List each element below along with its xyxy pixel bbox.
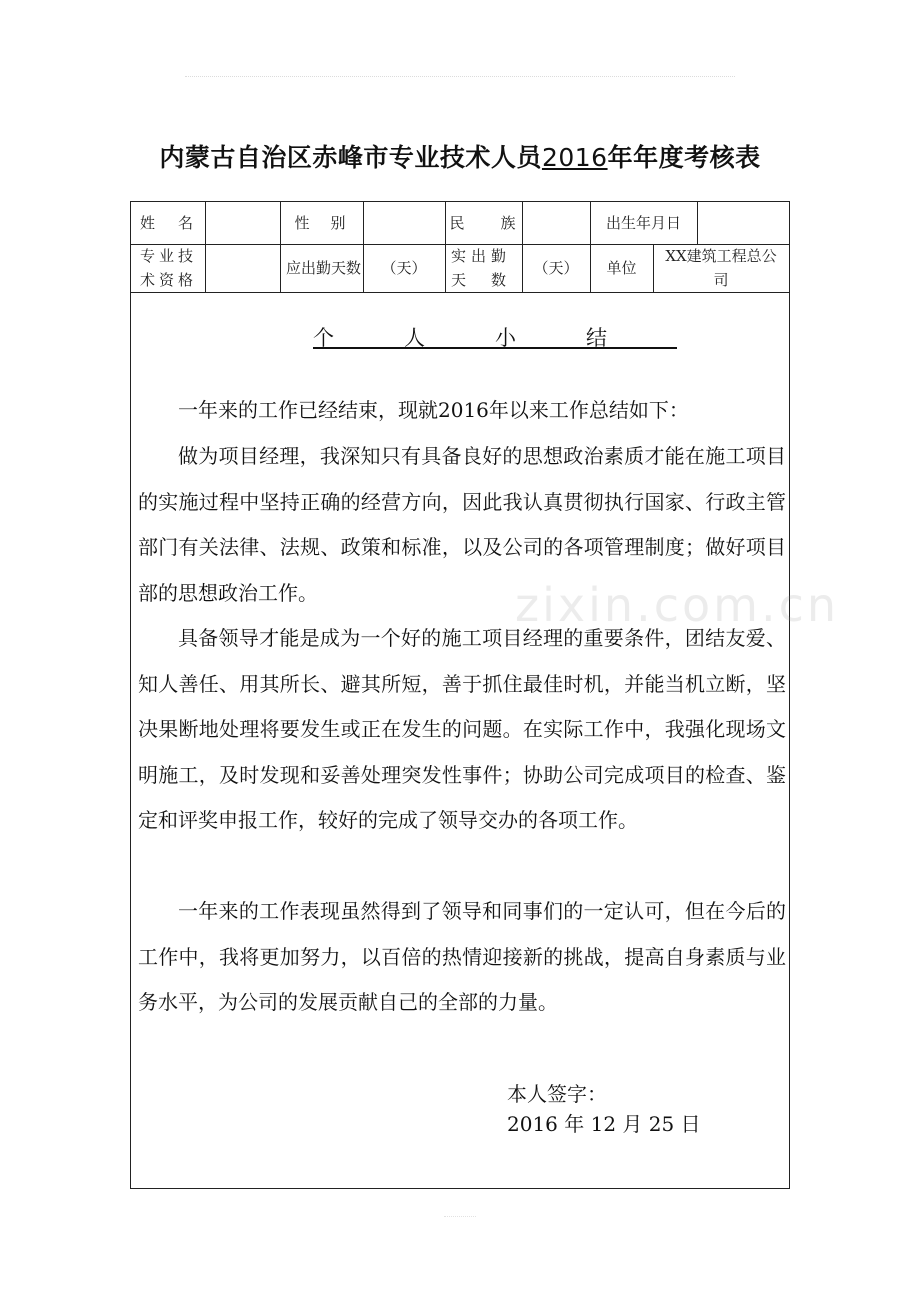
title-prefix: 内蒙古自治区赤峰市专业技术人员 — [159, 143, 542, 172]
name-label: 姓 名 — [139, 214, 197, 232]
summary-paragraph-2: 做为项目经理，我深知只有具备良好的思想政治素质才能在施工项目的实施过程中坚持正确的经营方向，因此我认真贯彻执行国家、行政主管部门有关法律、法规、政策和标准，以及公司的各项管理制度；做好项目部的思想政治工作。 — [138, 444, 786, 605]
title-suffix: 年年度考核表 — [607, 143, 761, 172]
summary-heading: 个人小结 — [313, 326, 677, 350]
watermark-text: zixin.com.cn — [515, 578, 840, 632]
gender-label: 性 别 — [294, 214, 349, 232]
summary-paragraph-3: 具备领导才能是成为一个好的施工项目经理的重要条件，团结友爱、知人善任、用其所长、避其所短，善于抓住最佳时机，并能当机立断，坚决果断地处理将要发生或正在发生的问题。在实际工作中，我强化现场文明施工，及时发现和妥善处理突发性事件；协助公司完成项目的检查、鉴定和评奖申报工作，较好的完成了领导交办的各项工作。 — [138, 626, 786, 832]
page-title — [0, 138, 920, 174]
summary-paragraph-4: 一年来的工作表现虽然得到了领导和同事们的一定认可，但在今后的工作中，我将更加努力，以百倍的热情迎接新的挑战，提高自身素质与业务水平，为公司的发展贡献自己的全部的力量。 — [138, 899, 786, 1014]
qualification-value[interactable] — [206, 244, 280, 292]
actual-days-unit: （天） — [533, 259, 579, 277]
col-divider — [590, 202, 591, 292]
unit-label: 单位 — [606, 259, 637, 277]
col-divider — [445, 202, 446, 292]
summary-paragraph-1: 一年来的工作已经结束，现就2016年以来工作总结如下： — [178, 398, 689, 422]
col-divider — [522, 202, 523, 292]
actual-days-label: 实出勤天 数 — [451, 247, 512, 289]
gender-value[interactable] — [363, 202, 445, 244]
assessment-form — [130, 201, 790, 1189]
unit-value: XX建筑工程总公司 — [665, 247, 777, 289]
birth-value[interactable] — [697, 202, 789, 244]
footer-mark — [444, 1216, 476, 1217]
due-days-label: 应出勤天数 — [286, 259, 362, 277]
row-divider — [131, 244, 789, 245]
header-rule — [185, 76, 735, 77]
signature-date: 2016 年 12 月 25 日 — [507, 1112, 701, 1136]
col-divider — [697, 202, 698, 244]
col-divider — [363, 202, 364, 292]
col-divider — [205, 202, 206, 292]
ethnic-label: 民 族 — [449, 214, 518, 232]
col-divider — [280, 202, 281, 292]
signature-label: 本人签字： — [507, 1082, 607, 1106]
qualification-label: 专业技术资格 — [139, 247, 197, 289]
row-divider — [131, 292, 789, 293]
name-value[interactable] — [206, 202, 280, 244]
col-divider — [653, 244, 654, 292]
title-year: 2016 — [541, 143, 608, 172]
birth-label: 出生年月日 — [605, 214, 681, 232]
ethnic-value[interactable] — [522, 202, 590, 244]
due-days-unit: （天） — [381, 259, 427, 277]
